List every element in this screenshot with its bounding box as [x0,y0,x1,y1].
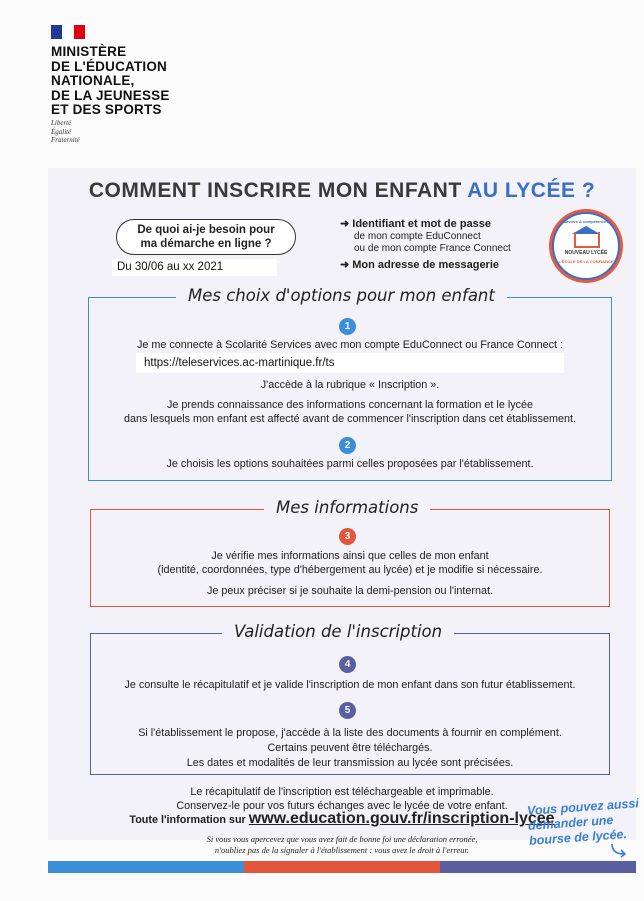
section-validation-title: Validation de l'inscription [222,622,454,641]
color-bar-purple [440,861,636,873]
footer-line2: Conservez-le pour vos futurs échanges avec le lycée de votre enfant. [176,800,508,812]
step-4-text: Je consulte le récapitulatif et je valide l'inscription de mon enfant dans son futur établissement. [124,679,576,691]
step-number-3: 3 [339,528,356,545]
info-text-line2: dans lesquels mon enfant est affecté avant de commencer l'inscription dans cet établissement. [124,413,576,425]
color-bar-blue [48,861,244,873]
republic-flag-logo [51,25,85,39]
step-number-1: 1 [339,318,356,335]
step-number-2: 2 [339,437,356,454]
page-title: COMMENT INSCRIRE MON ENFANT AU LYCÉE ? [88,179,596,202]
step-5-line1: Si l'établissement le propose, j'accède à la liste des documents à fournir en complément. [138,727,562,739]
section-information-title: Mes informations [264,498,430,517]
disclaimer-line1: Si vous vous apercevez que vous avez fait de bonne foi une déclaration erronée, [206,834,478,844]
color-bar-orange [244,861,440,873]
ministry-name: MINISTÈRE DE L'ÉDUCATION NATIONALE, DE LA JEUNESSE ET DES SPORTS [51,44,170,117]
step-3-line2: (identité, coordonnées, type d'hébergement au lycée) et je modifie si nécessaire. [157,564,543,576]
step-3-line3: Je peux préciser si je souhaite la demi-pension ou l'internat. [207,585,493,597]
step-number-4: 4 [339,656,356,673]
disclaimer-line2: n'oubliez pas de la signaler à l'établissement : vous avez le droit à l'erreur. [214,845,470,855]
step-3-line1: Je vérifie mes informations ainsi que celles de mon enfant [211,550,489,562]
step-5-line3: Les dates et modalités de leur transmission au lycée sont précisées. [186,757,514,769]
step-1-text: Je me connecte à Scolarité Services avec mon compte EduConnect ou France Connect : [136,339,564,351]
footer-line1: Le récapitulatif de l'inscription est téléchargeable et imprimable. [190,786,494,798]
nouveau-lycee-badge: NOUVEAU LYCÉE L'ÉCOLE DE LA CONFIANCE Savoirs & compétences [552,212,620,280]
info-text-line1: Je prends connaissance des informations concernant la formation et le lycée [166,399,534,411]
requirements-list: ➜ Identifiant et mot de passe de mon compte EduConnect ou de mon compte France Connect ➜ Mon adresse de messagerie [340,218,511,271]
requirements-question: De quoi ai-je besoin pour ma démarche en ligne ? [116,219,296,255]
curved-arrow-icon [610,842,630,863]
house-body-icon [574,232,600,248]
access-rubric-text: J'accède à la rubrique « Inscription ». [260,379,440,391]
step-2-text: Je choisis les options souhaitées parmi celles proposées par l'établissement. [166,458,534,470]
section-options-title: Mes choix d'options pour mon enfant [176,286,507,305]
scholarship-note: Vous pouvez aussi demander une bourse de lycée. [526,796,640,848]
step-5-line2: Certains peuvent être téléchargés. [267,742,433,754]
step-number-5: 5 [339,702,356,719]
registration-dates: Du 30/06 au xx 2021 [112,259,277,276]
republic-motto: Liberté Égalité Fraternité [51,119,80,144]
footer-website-line: Toute l'information sur www.education.gouv.fr/inscription-lycee [129,810,555,827]
teleservices-url: https://teleservices.ac-martinique.fr/ts [136,353,564,373]
website-link[interactable]: www.education.gouv.fr/inscription-lycee [248,810,555,827]
